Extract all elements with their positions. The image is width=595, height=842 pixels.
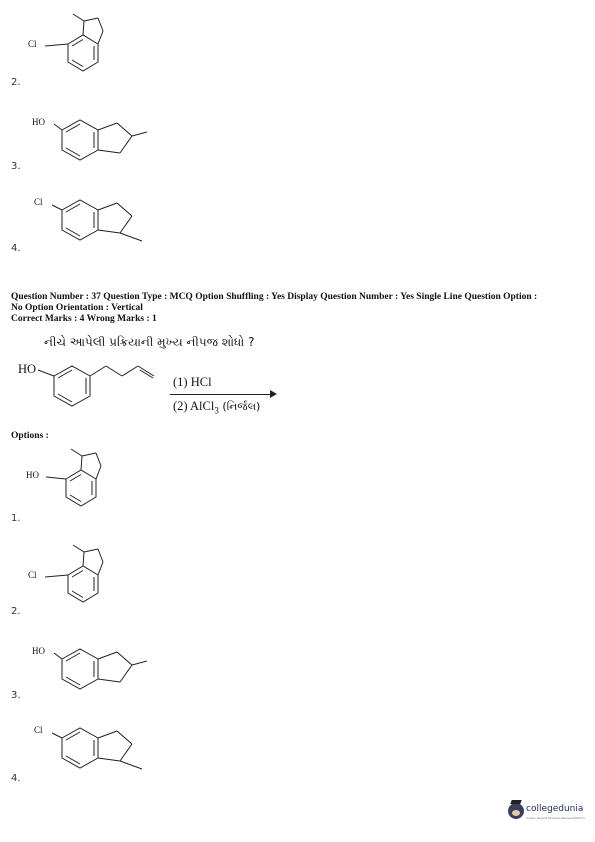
reactant-substituent: HO <box>18 362 37 376</box>
question-meta-line-1: Question Number : 37 Question Type : MCQ Option Shuffling : Yes Display Question Number : Yes Single Line Question Option : <box>11 292 538 302</box>
substituent-label[interactable]: Cl <box>28 570 37 580</box>
option-number[interactable]: 4. <box>11 773 21 784</box>
options-label: Options : <box>11 431 49 441</box>
question-meta-line-2: No Option Orientation : Vertical <box>11 303 143 313</box>
logo-tagline: India's largest Student Review Platform <box>526 816 586 820</box>
structure-option-3 <box>32 641 162 700</box>
structure-option-3-top <box>32 112 162 171</box>
option-number[interactable]: 3. <box>11 690 21 701</box>
structure-option-4 <box>34 724 164 783</box>
option-number: 3. <box>11 161 21 172</box>
question-marks: Correct Marks : 4 Wrong Marks : 1 <box>11 314 157 324</box>
reagent-2-prefix: (2) AlCl <box>173 399 215 413</box>
reagent-2-suffix: (નિર્જલ) <box>218 400 261 413</box>
reagent-2-subscript: 3 <box>214 405 219 416</box>
substituent-label[interactable]: HO <box>32 646 45 656</box>
collegedunia-logo <box>508 801 588 827</box>
logo-mascot-icon <box>508 803 524 819</box>
structure-option-2-top <box>28 12 118 86</box>
structure-option-4-top <box>34 196 164 255</box>
structure-option-1 <box>26 447 116 521</box>
option-number[interactable]: 1. <box>11 513 21 524</box>
reaction-arrow <box>170 394 275 395</box>
structure-option-2 <box>28 543 118 617</box>
reagent-2 <box>173 399 260 416</box>
substituent-label[interactable]: HO <box>26 470 39 480</box>
question-text: નીચે આપેલી પ્રક્રિયાની મુખ્ય નીપજ શોધો ? <box>44 335 255 349</box>
substituent-label: Cl <box>28 39 37 49</box>
option-number[interactable]: 2. <box>11 606 21 617</box>
option-number: 4. <box>11 243 21 254</box>
question-meta <box>11 292 589 325</box>
substituent-label[interactable]: Cl <box>34 725 43 735</box>
substituent-label: HO <box>32 117 45 127</box>
substituent-label: Cl <box>34 197 43 207</box>
logo-name: collegedunia <box>526 804 584 814</box>
option-number: 2. <box>11 77 21 88</box>
reaction-reactant <box>16 360 176 424</box>
arrow-head-icon <box>270 390 277 398</box>
reagent-1: (1) HCl <box>173 375 212 389</box>
